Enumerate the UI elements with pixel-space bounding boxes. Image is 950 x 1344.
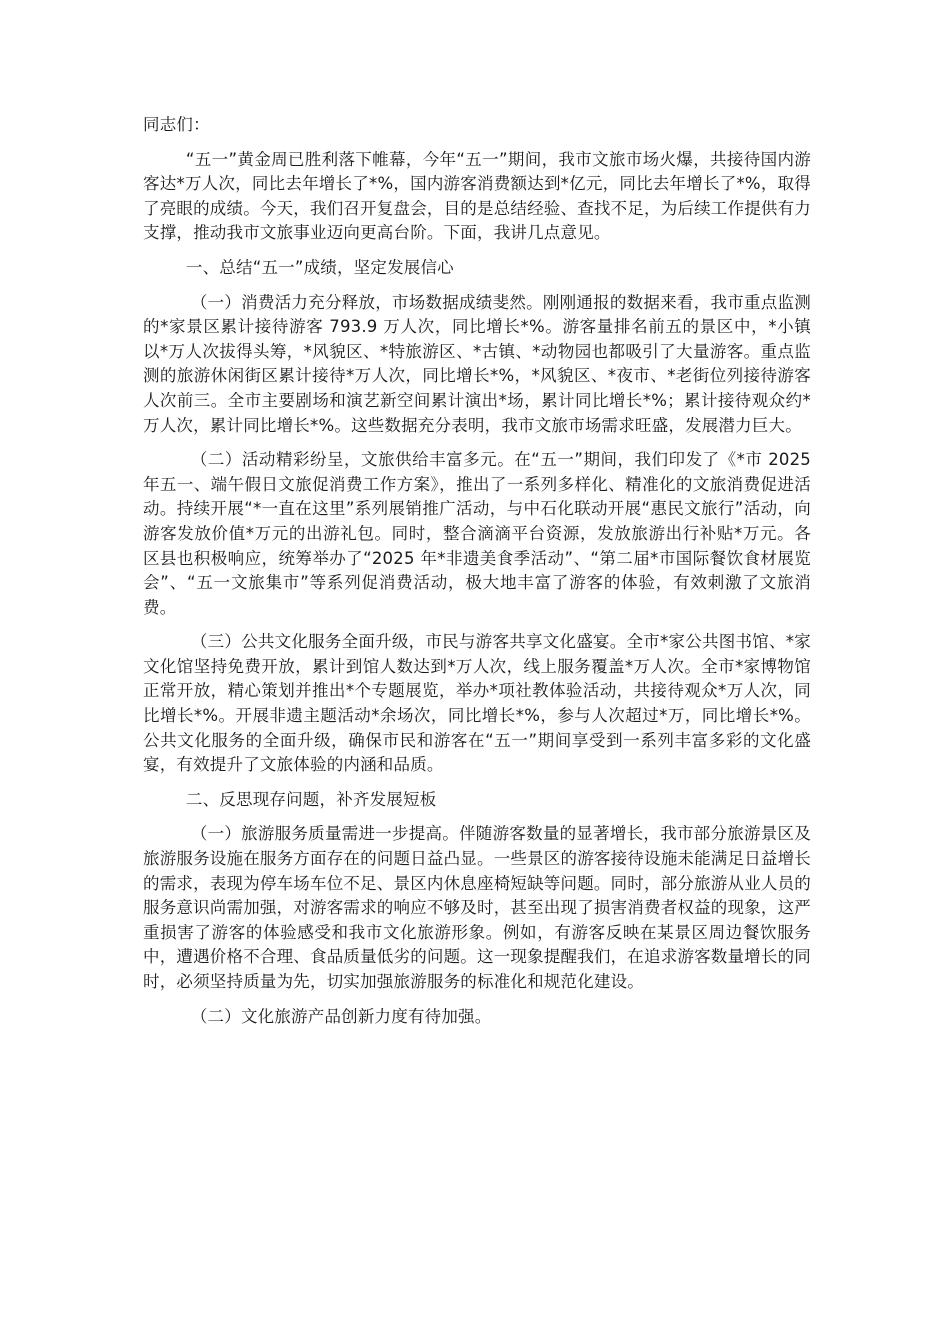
document-page (143, 113, 811, 1039)
section-1-heading: 一、总结“五一”成绩，坚定发展信心 (185, 257, 454, 277)
section-2-paragraph-2: （二）文化旅游产品创新力度有待加强。 (190, 1006, 492, 1026)
greeting: 同志们： (143, 115, 210, 134)
section-2-paragraph-1: （一）旅游服务质量需进一步提高。伴随游客数量的显著增长，我市部分旅游景区及旅游服务设施在服务方面存在的问题日益凸显。一些景区的游客接待设施未能满足日益增长的需求，表现为停车场车位不足、景区内休息座椅短缺等问题。同时，部分旅游从业人员的服务意识尚需加强，对游客需求的响应不够及时，甚至出现了损害消费者权益的现象，这严重损害了游客的体验感受和我市文化旅游形象。例如，有游客反映在某景区周边餐饮服务中，遭遇价格不合理、食品质量低劣的问题。这一现象提醒我们，在追求游客数量增长的同时，必须坚持质量为先，切实加强旅游服务的标准化和规范化建设。 (143, 824, 811, 991)
section-1-paragraph-1: （一）消费活力充分释放，市场数据成绩斐然。刚刚通报的数据来看，我市重点监测的*家景区累计接待游客 793.9 万人次，同比增长*%。游客量排名前五的景区中，*小镇以*万人次拔得头筹，*风貌区、*特旅游区、*古镇、*动物园也都吸引了大量游客。重点监测的旅游休闲街区累计接待*万人次，同比增长*%，*风貌区、*夜市、*老街位列接待游客人次前三。全市主要剧场和演艺新空间累计演出*场，累计同比增长*%；累计接待观众约*万人次，累计同比增长*%。这些数据充分表明，我市文旅市场需求旺盛，发展潜力巨大。 (143, 292, 811, 435)
intro-paragraph: “五一”黄金周已胜利落下帷幕，今年“五一”期间，我市文旅市场火爆，共接待国内游客达*万人次，同比去年增长了*%，国内游客消费额达到*亿元，同比去年增长了*%，取得了亮眼的成绩。今天，我们召开复盘会，目的是总结经验、查找不足，为后续工作提供有力支撑，推动我市文旅事业迈向更高台阶。下面，我讲几点意见。 (143, 149, 811, 243)
section-1-paragraph-2: （二）活动精彩纷呈，文旅供给丰富多元。在“五一”期间，我们印发了《*市 2025 年五一、端午假日文旅促消费工作方案》，推出了一系列多样化、精准化的文旅消费促进活动。持续开展“*一直在这里”系列展销推广活动，与中石化联动开展“惠民文旅行”活动，向游客发放价值*万元的出游礼包。同时，整合滴滴平台资源，发放旅游出行补贴*万元。各区县也积极响应，统筹举办了“2025 年*非遗美食季活动”、“第二届*市国际餐饮食材展览会”、“五一文旅集市”等系列促消费活动，极大地丰富了游客的体验，有效刺激了文旅消费。 (143, 450, 811, 617)
section-2-heading: 二、反思现存问题，补齐发展短板 (185, 789, 437, 809)
section-1-paragraph-3: （三）公共文化服务全面升级，市民与游客共享文化盛宴。全市*家公共图书馆、*家文化馆坚持免费开放，累计到馆人数达到*万人次，线上服务覆盖*万人次。全市*家博物馆正常开放，精心策划并推出*个专题展览，举办*项社教体验活动，共接待观众*万人次，同比增长*%。开展非遗主题活动*余场次，同比增长*%，参与人次超过*万，同比增长*%。公共文化服务的全面升级，确保市民和游客在“五一”期间享受到一系列丰富多彩的文化盛宴，有效提升了文旅体验的内涵和品质。 (143, 632, 811, 775)
